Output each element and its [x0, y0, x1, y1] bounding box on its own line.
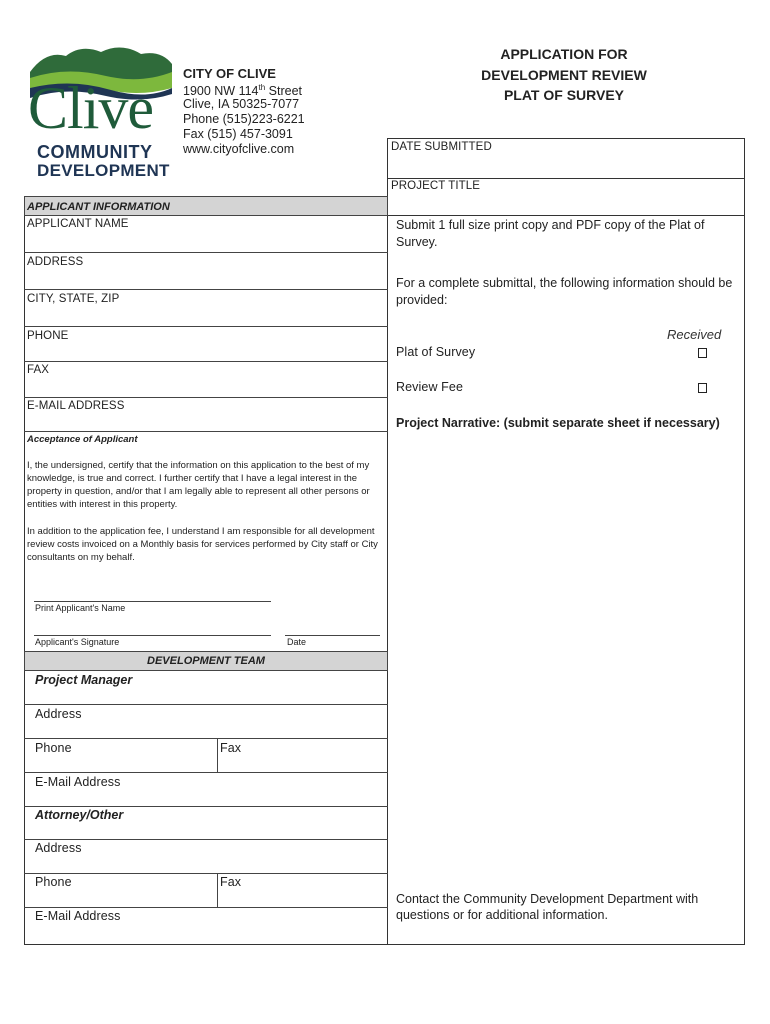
submit-intro: Submit 1 full size print copy and PDF copy of the Plat of Survey.: [396, 218, 705, 249]
address-number: 1900 NW 114: [183, 84, 259, 99]
logo-line2: DEVELOPMENT: [37, 161, 170, 180]
fax-text: Fax (515) 457-3091: [183, 127, 293, 141]
review-fee-label: Review Fee: [396, 380, 463, 394]
attorney-phone-field[interactable]: [24, 874, 217, 907]
applicant-section-title: APPLICANT INFORMATION: [27, 201, 170, 213]
pm-fax-label: Fax: [220, 741, 242, 755]
acceptance-title: Acceptance of Applicant: [27, 434, 138, 445]
city-state-zip-label: CITY, STATE, ZIP: [27, 293, 120, 305]
attorney-fax-label: Fax: [220, 875, 242, 889]
acceptance-para1: I, the undersigned, certify that the information on this application to the best of my knowledge, is true and correct. I further certify that I have a legal interest in the property in question, and/or that I am legally able to represent all other persons or entities with interest in this property.: [27, 460, 370, 510]
title-line3: PLAT OF SURVEY: [503, 87, 625, 103]
right-column: [387, 215, 745, 945]
attorney-email-label: E-Mail Address: [35, 909, 121, 923]
address-line2: Clive, IA 50325-7077: [183, 97, 300, 111]
print-name-line[interactable]: [34, 601, 271, 602]
phone-text: Phone (515)223-6221: [183, 112, 305, 126]
signature-label: Applicant's Signature: [35, 637, 120, 647]
plat-of-survey-checkbox[interactable]: [698, 348, 707, 358]
attorney-title: Attorney/Other: [35, 808, 124, 822]
email-label: E-MAIL ADDRESS: [27, 400, 125, 412]
applicant-section-header: [24, 196, 388, 216]
pm-email-label: E-Mail Address: [35, 775, 121, 789]
address-line1: [183, 83, 302, 98]
address-label: ADDRESS: [27, 256, 84, 268]
website-link[interactable]: www.cityofclive.com: [183, 142, 295, 156]
project-title-field[interactable]: [387, 178, 745, 216]
attorney-fax-field[interactable]: [218, 874, 388, 907]
phone-label: PHONE: [27, 330, 69, 342]
date-submitted-label: DATE SUBMITTED: [391, 141, 492, 153]
address-sup: th: [258, 83, 266, 92]
plat-of-survey-label: Plat of Survey: [396, 345, 476, 359]
applicant-name-field[interactable]: [24, 216, 388, 253]
title-line1: APPLICATION FOR: [500, 46, 628, 62]
address-street: Street: [265, 84, 303, 99]
date-line[interactable]: [285, 635, 380, 636]
attorney-address-label: Address: [35, 841, 82, 855]
pm-fax-field[interactable]: [218, 739, 388, 772]
project-title-label: PROJECT TITLE: [391, 180, 481, 192]
signature-line[interactable]: [34, 635, 271, 636]
applicant-name-label: APPLICANT NAME: [27, 218, 129, 230]
received-header: Received: [667, 327, 722, 342]
attorney-email-field[interactable]: [24, 908, 388, 944]
logo-name: Clive: [28, 75, 153, 141]
fax-label: FAX: [27, 364, 50, 376]
review-fee-checkbox[interactable]: [698, 383, 707, 393]
attorney-phone-label: Phone: [35, 875, 72, 889]
print-name-label: Print Applicant's Name: [35, 603, 126, 613]
review-fee-item: [387, 379, 745, 399]
pm-title: Project Manager: [35, 673, 133, 687]
city-state-zip-field[interactable]: [24, 290, 388, 327]
acceptance-para2: In addition to the application fee, I understand I am responsible for all development review costs invoiced on a Monthly basis for services performed by City staff or City consultants on my behalf.: [27, 526, 378, 563]
pm-phone-label: Phone: [35, 741, 72, 755]
fax-field[interactable]: [24, 362, 388, 397]
phone-field[interactable]: [24, 327, 388, 362]
pm-address-label: Address: [35, 707, 82, 721]
dev-team-section-header: [24, 651, 388, 671]
title-line2: DEVELOPMENT REVIEW: [481, 66, 647, 83]
pm-address-field[interactable]: [24, 705, 388, 738]
email-field[interactable]: [24, 398, 388, 431]
pm-email-field[interactable]: [24, 773, 388, 806]
plat-of-survey-item: [387, 344, 745, 364]
form-title: [440, 44, 688, 106]
date-submitted-field[interactable]: [387, 138, 745, 179]
complete-submittal-text: For a complete submittal, the following information should be provided:: [396, 276, 733, 307]
date-label: Date: [287, 637, 307, 647]
dev-team-section-title: DEVELOPMENT TEAM: [147, 655, 265, 667]
contact-text: Contact the Community Development Department with questions or for additional information.: [396, 892, 699, 922]
address-field[interactable]: [24, 253, 388, 290]
org-name: CITY OF CLIVE: [183, 66, 276, 81]
logo-line1: COMMUNITY: [37, 142, 153, 162]
attorney-address-field[interactable]: [24, 840, 388, 873]
project-narrative-text: Project Narrative: (submit separate sheet if necessary): [396, 416, 720, 430]
pm-phone-field[interactable]: [24, 739, 217, 772]
clive-logo: [26, 42, 176, 182]
